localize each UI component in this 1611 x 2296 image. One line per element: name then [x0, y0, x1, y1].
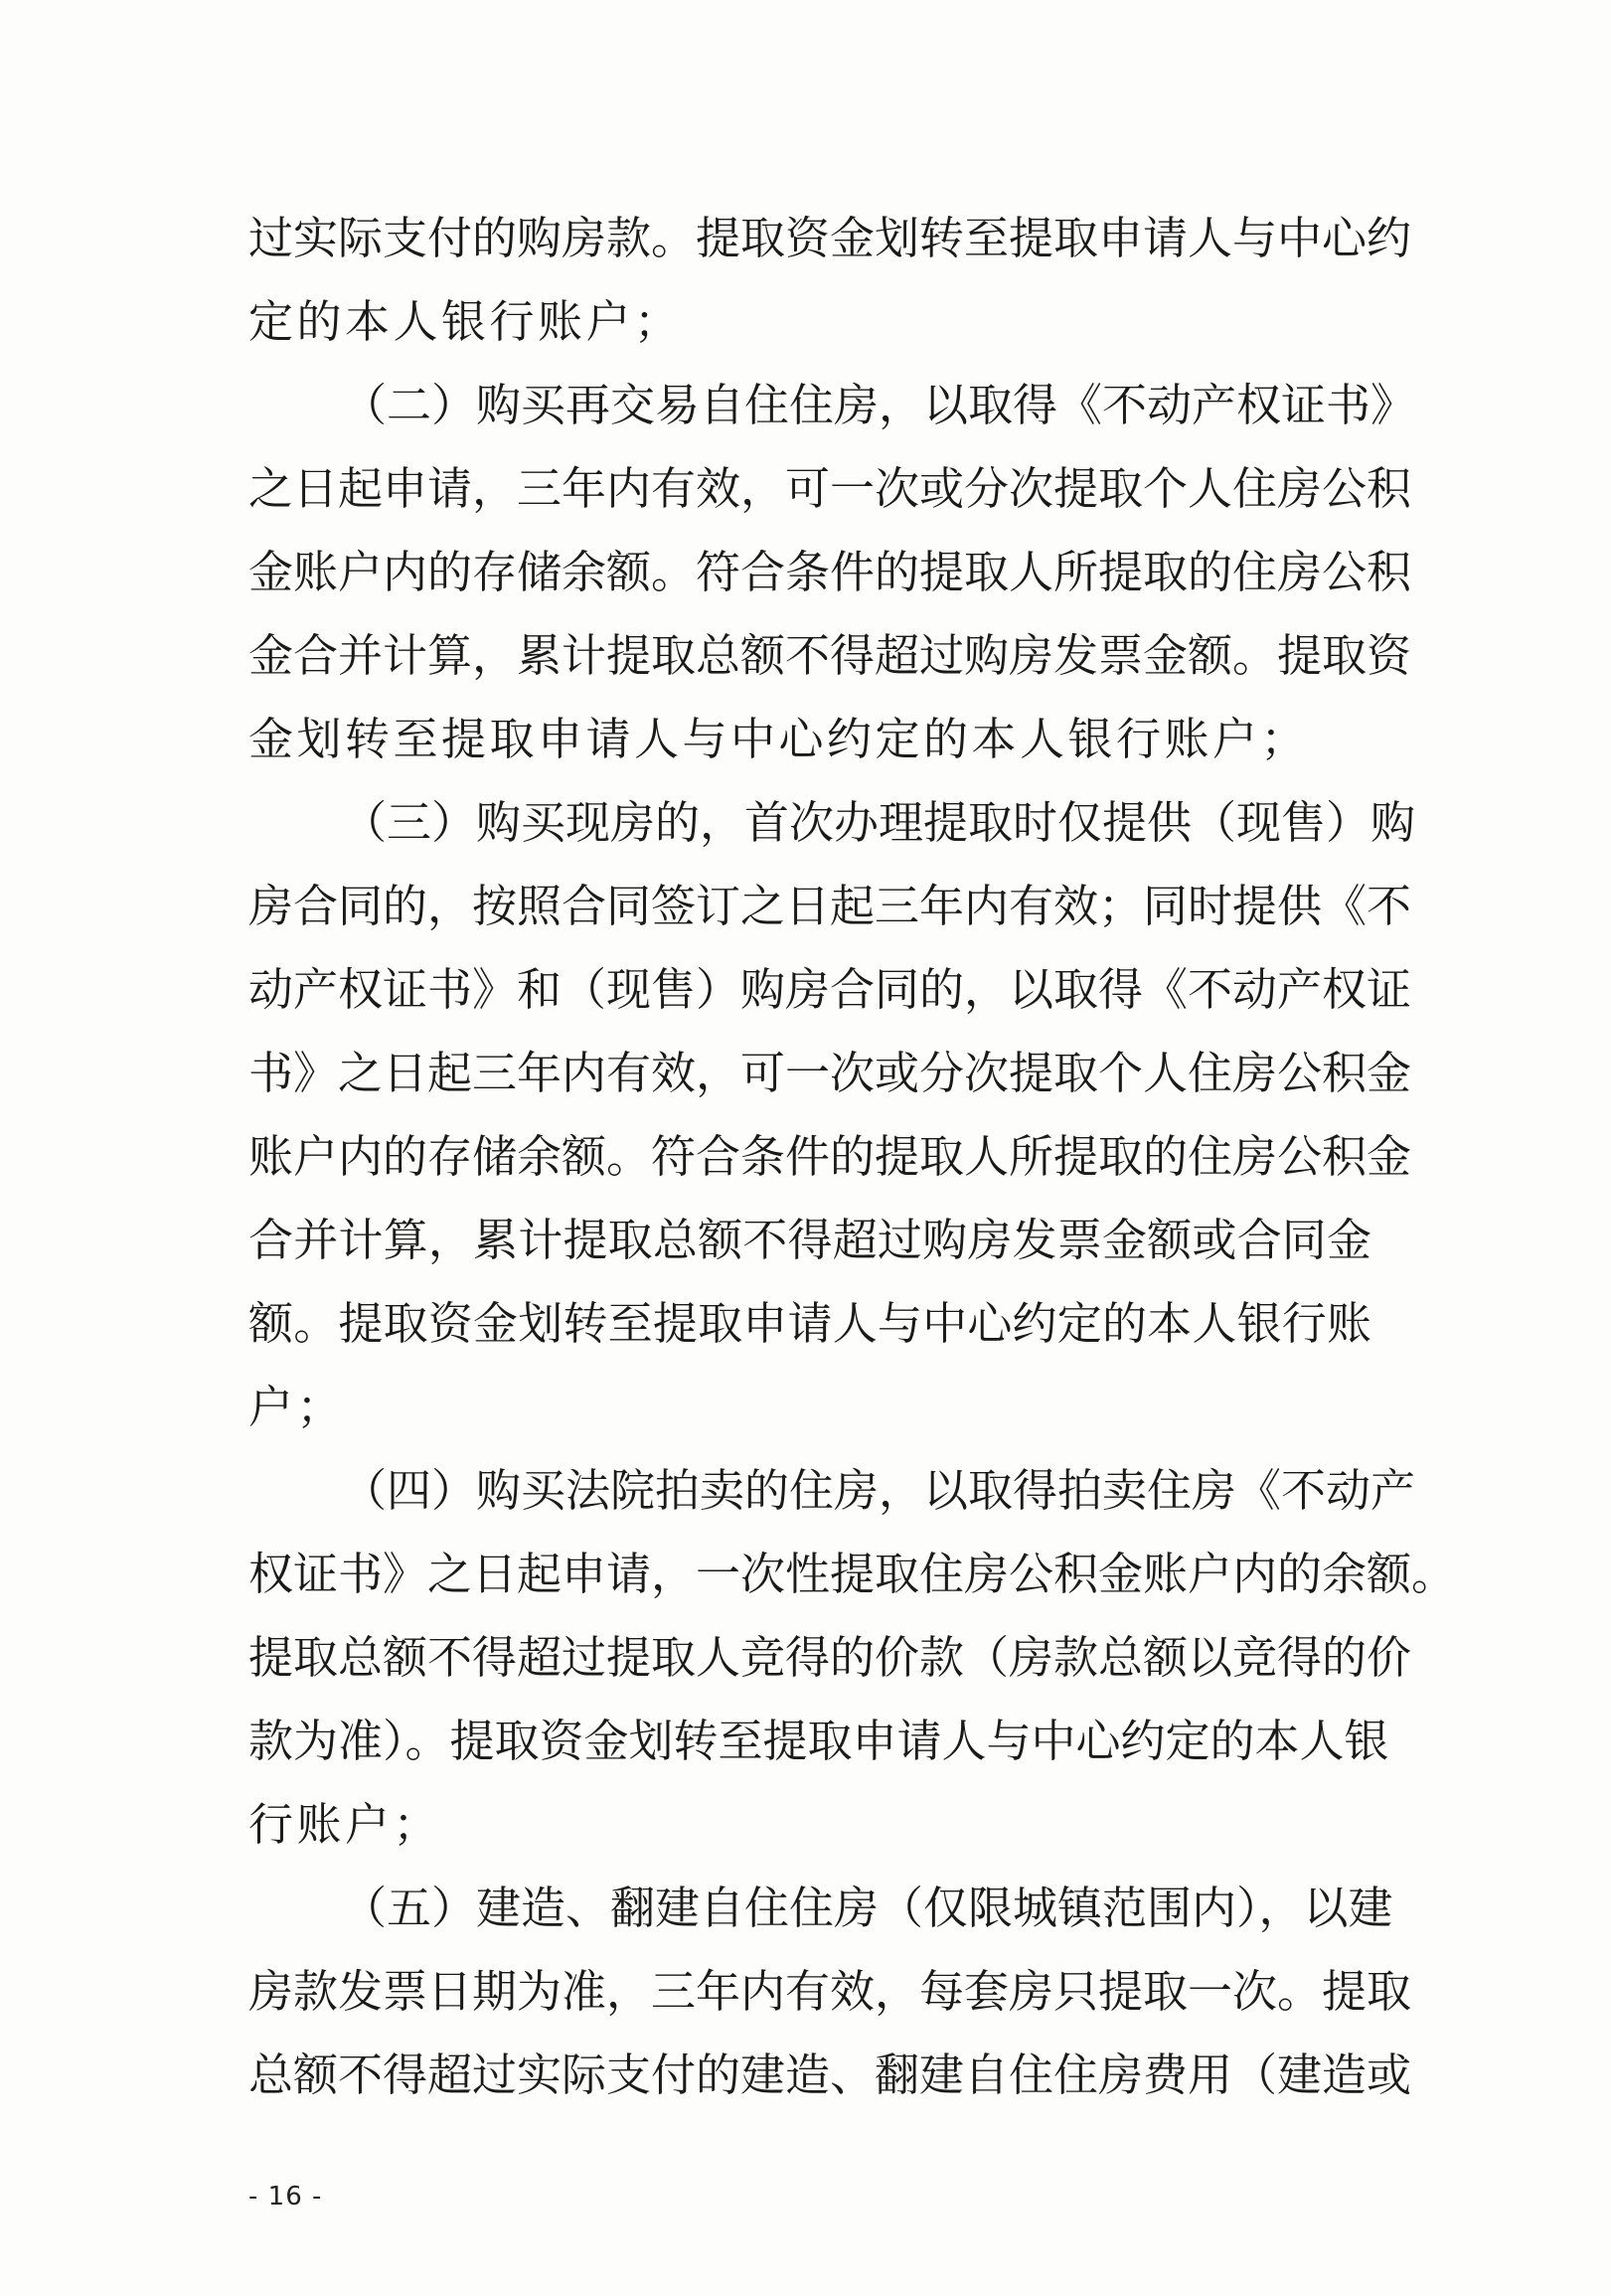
text-line: 房款发票日期为准，三年内有效，每套房只提取一次。提取: [248, 1965, 1412, 2018]
text-line: 之日起申请，三年内有效，可一次或分次提取个人住房公积: [248, 462, 1412, 515]
text-line: （四）购买法院拍卖的住房，以取得拍卖住房《不动产: [342, 1464, 1416, 1517]
text-line: 总额不得超过实际支付的建造、翻建自住住房费用（建造或: [248, 2049, 1412, 2101]
text-line: （三）购买现房的，首次办理提取时仅提供（现售）购: [342, 796, 1416, 849]
document-body: [248, 197, 1457, 2117]
text-line: 额。提取资金划转至提取申请人与中心约定的本人银行账: [248, 1297, 1371, 1350]
text-line: 款为准）。提取资金划转至提取申请人与中心约定的本人银: [248, 1715, 1389, 1767]
text-line: 房合同的，按照合同签订之日起三年内有效；同时提供《不: [248, 880, 1412, 932]
text-line: 金划转至提取申请人与中心约定的本人银行账户；: [248, 713, 1310, 765]
text-line: 书》之日起三年内有效，可一次或分次提取个人住房公积金: [248, 1047, 1412, 1099]
text-line: 户；: [248, 1381, 346, 1433]
text-line: 定的本人银行账户；: [248, 295, 683, 348]
text-line: 账户内的存储余额。符合条件的提取人所提取的住房公积金: [248, 1130, 1412, 1183]
page-number: - 16 -: [248, 2182, 323, 2212]
text-line: （五）建造、翻建自住住房（仅限城镇范围内），以建: [342, 1882, 1393, 1934]
text-line: 合并计算，累计提取总额不得超过购房发票金额或合同金: [248, 1214, 1371, 1266]
text-line: 提取总额不得超过提取人竞得的价款（房款总额以竞得的价: [248, 1631, 1412, 1684]
text-line: 过实际支付的购房款。提取资金划转至提取申请人与中心约: [248, 212, 1412, 264]
text-line: （二）购买再交易自住住房，以取得《不动产权证书》: [342, 379, 1416, 431]
text-line: 行账户；: [248, 1798, 442, 1851]
text-line: 金合并计算，累计提取总额不得超过购房发票金额。提取资: [248, 629, 1412, 682]
text-line: 金账户内的存储余额。符合条件的提取人所提取的住房公积: [248, 546, 1412, 598]
text-line: 权证书》之日起申请，一次性提取住房公积金账户内的余额。: [248, 1548, 1457, 1600]
text-line: 动产权证书》和（现售）购房合同的，以取得《不动产权证: [248, 963, 1412, 1016]
